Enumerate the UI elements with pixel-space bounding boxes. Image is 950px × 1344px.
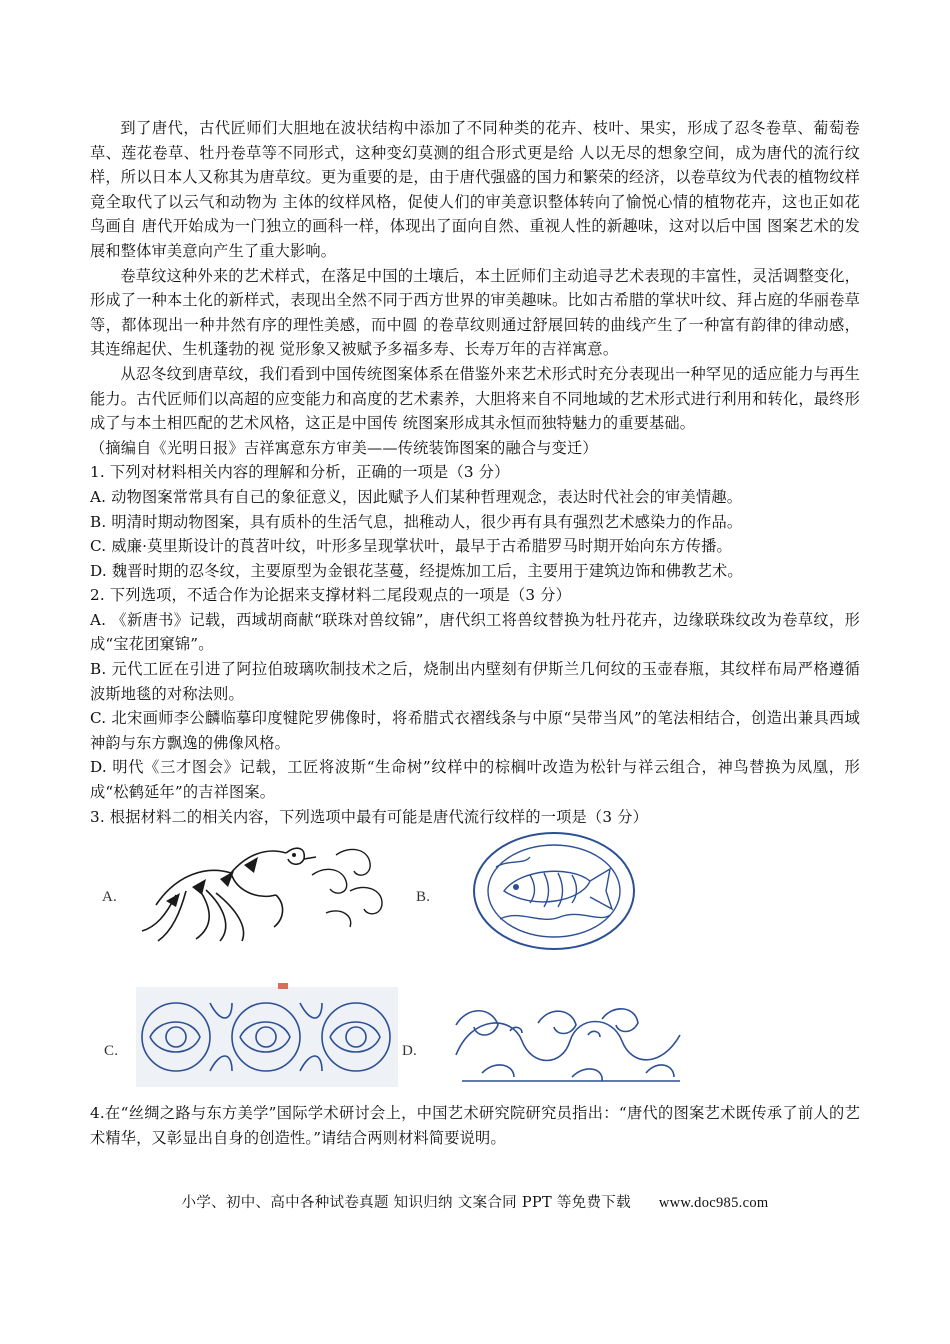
fish-plate-figure <box>470 829 638 953</box>
question-2-option-d: D. 明代《三才图会》记载，工匠将波斯“生命树”纹样中的棕榈叶改造为松针与祥云组合，神鸟替换为凤凰，形成“松鹤延年”的吉祥图案。 <box>90 758 860 802</box>
footer-text: 小学、初中、高中各种试卷真题 知识归纳 文案合同 PPT 等免费下载 <box>181 1195 631 1211</box>
page-content <box>90 116 860 1150</box>
figure-label-a: A. <box>102 889 117 906</box>
question-1-option-c: C. 威廉·莫里斯设计的莨苕叶纹，叶形多呈现掌状叶，最早于古希腊罗马时期开始向东方传播。 <box>90 537 732 556</box>
question-1-option-d: D. 魏晋时期的忍冬纹，主要原型为金银花茎蔓，经提炼加工后，主要用于建筑边饰和佛教艺术。 <box>90 561 743 580</box>
question-3-figures <box>90 835 860 1097</box>
scroll-band-figure <box>136 983 398 1091</box>
wave-scroll-figure <box>452 995 686 1087</box>
question-2-option-a: A. 《新唐书》记载，西域胡商献“联珠对兽纹锦”，唐代织工将兽纹替换为牡丹花卉，边缘联珠纹改为卷草纹，形成“宝花团窠锦”。 <box>90 610 860 654</box>
question-2-stem: 2. 下列选项，不适合作为论据来支撑材料二尾段观点的一项是（3 分） <box>90 586 572 605</box>
phoenix-pattern-figure <box>136 835 392 943</box>
question-1-option-a: A. 动物图案常常具有自己的象征意义，因此赋予人们某种哲理观念，表达时代社会的审美情趣。 <box>90 487 743 506</box>
figure-label-c: C. <box>104 1043 119 1060</box>
figure-label-d: D. <box>402 1043 417 1060</box>
question-2-option-b: B. 元代工匠在引进了阿拉伯玻璃吹制技术之后，烧制出内壁刻有伊斯兰几何纹的玉壶春瓶，其纹样布局严格遵循波斯地毯的对称法则。 <box>90 660 860 703</box>
passage-paragraph-2: 卷草纹这种外来的艺术样式，在落足中国的土壤后，本土匠师们主动追寻艺术表现的丰富性，灵活调整变化，形成了一种本土化的新样式，表现出全然不同于西方世界的审美趣味。比如古希腊的掌状叶纹、拜占庭的华丽卷草等，都体现出一种井然有序的理性美感，而中圆 的卷草纹则通过舒展回转的曲线产生了一种富有韵律的律动感，其连绵起伏、生机蓬勃的视 觉形象又被赋予多福多寿、长寿万年的吉祥寓意。 <box>90 266 860 359</box>
passage-source: （摘编自《光明日报》吉祥寓意东方审美——传统装饰图案的融合与变迁） <box>90 438 598 457</box>
passage-paragraph-1: 到了唐代，古代匠师们大胆地在波状结构中添加了不同种类的花卉、枝叶、果实，形成了忍冬卷草、葡萄卷草、莲花卷草、牡丹卷草等不同形式，这种变幻莫测的组合形式更是给 人以无尽的想象空间，成为唐代的流行纹样，所以日本人又称其为唐草纹。更为重要的是，由于唐代强盛的国力和繁荣的经济，以卷草纹为代表的植物纹样竟全取代了以云气和动物为 主体的纹样风格，促使人们的审美意识整体转向了愉悦心情的植物花卉，这也正如花鸟画自 唐代开始成为一门独立的画科一样，体现出了面向自然、重视人性的新趣味，这对以后中国 图案艺术的发展和整体审美意向产生了重大影响。 <box>90 119 860 260</box>
question-4-stem: 4.在“丝绸之路与东方美学”国际学术研讨会上，中国艺术研究院研究员指出：“唐代的图案艺术既传承了前人的艺术精华，又彰显出自身的创造性。”请结合两则材料简要说明。 <box>90 1104 860 1147</box>
figure-label-b: B. <box>416 889 431 906</box>
footer-url[interactable]: www.doc985.com <box>658 1195 769 1211</box>
question-2-option-c: C. 北宋画师李公麟临摹印度犍陀罗佛像时，将希腊式衣褶线条与中原“吴带当风”的笔法相结合，创造出兼具西域神韵与东方飘逸的佛像风格。 <box>90 709 860 752</box>
page-footer <box>0 1191 950 1212</box>
passage-paragraph-3: 从忍冬纹到唐草纹，我们看到中国传统图案体系在借鉴外来艺术形式时充分表现出一种罕见的适应能力与再生能力。古代匠师们以高超的应变能力和高度的艺术素养，大胆将来自不同地域的艺术形式进行利用和转化，最终形成了与本土相匹配的艺术风格，这正是中国传 统图案形成其永恒而独特魅力的重要基础。 <box>90 364 860 433</box>
question-1-stem: 1. 下列对材料相关内容的理解和分析，正确的一项是（3 分） <box>90 463 510 482</box>
question-3-stem: 3. 根据材料二的相关内容，下列选项中最有可能是唐代流行纹样的一项是（3 分） <box>90 807 648 826</box>
question-1-option-b: B. 明清时期动物图案，具有质朴的生活气息，拙稚动人，很少再有具有强烈艺术感染力的作品。 <box>90 512 743 531</box>
